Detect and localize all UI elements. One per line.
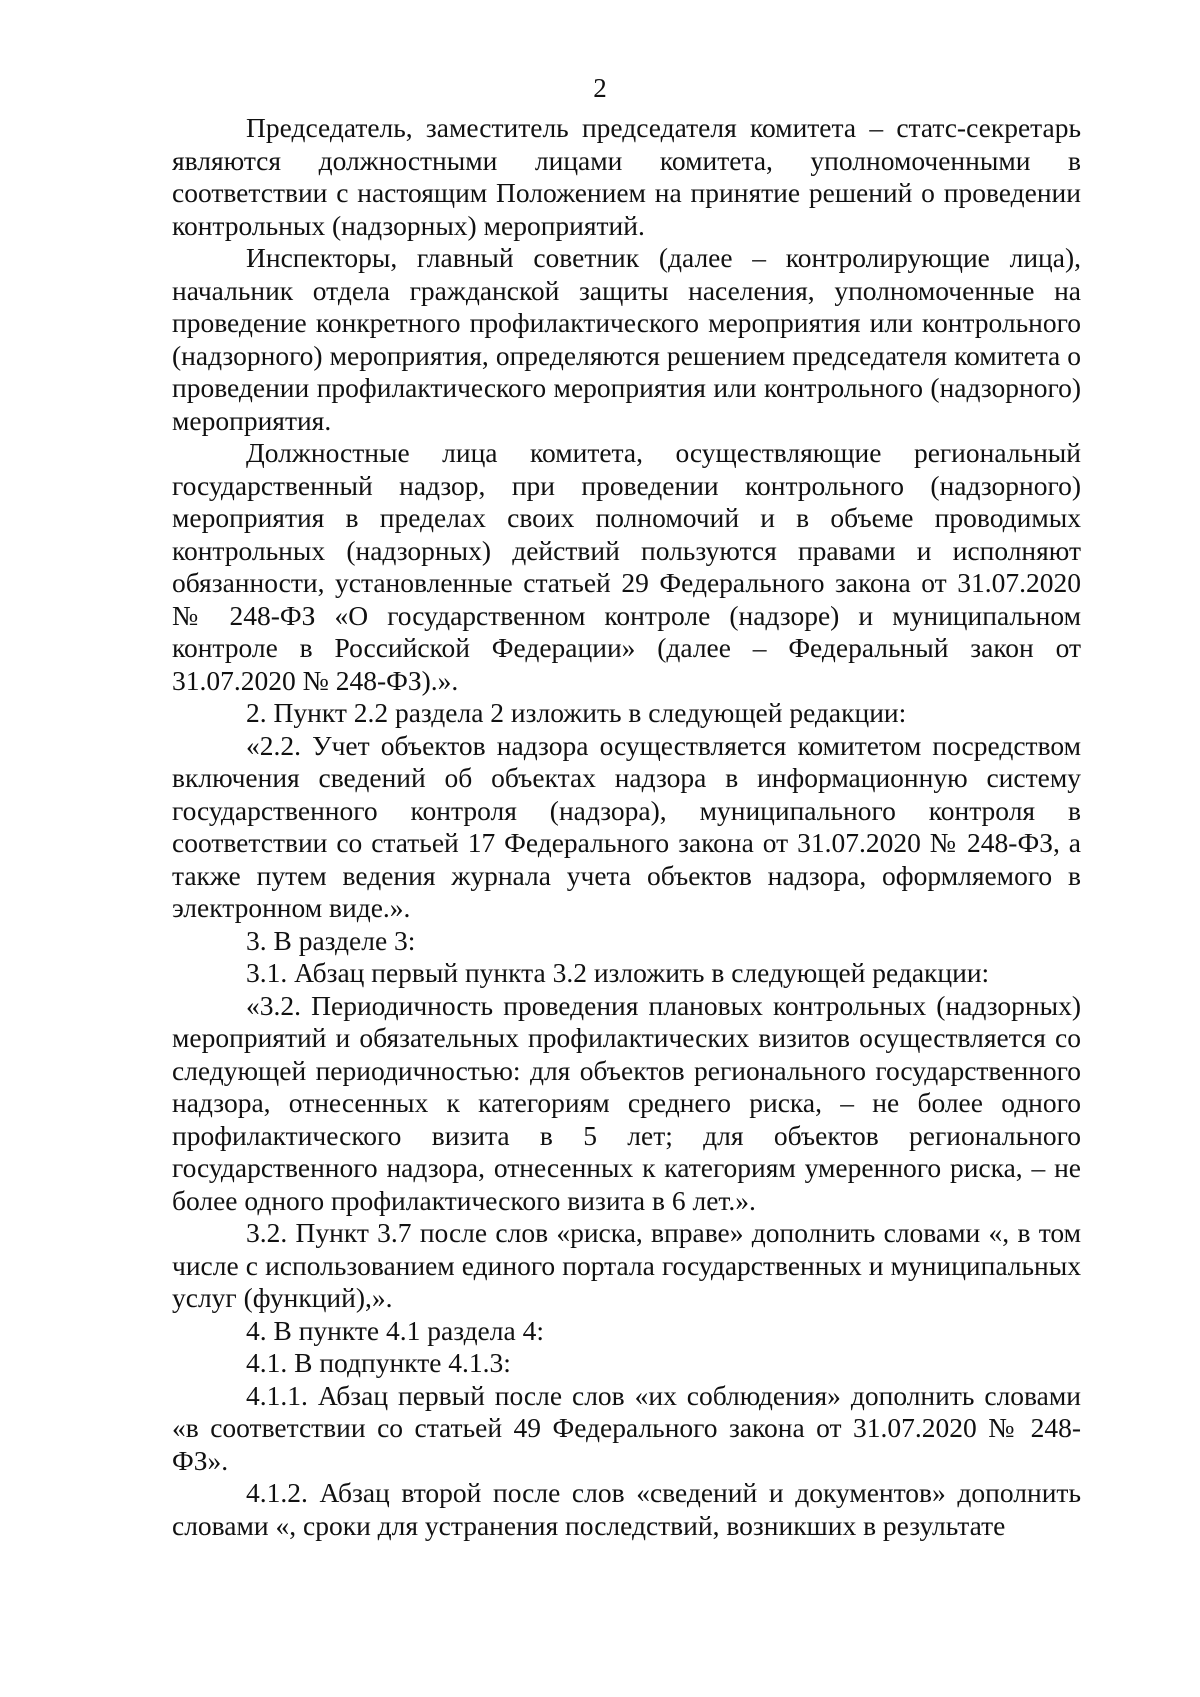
paragraph-item-3: 3. В разделе 3: <box>246 924 416 956</box>
paragraph-item-4: 4. В пункте 4.1 раздела 4: <box>246 1314 544 1346</box>
paragraph-inspectors: Инспекторы, главный советник (далее – контролирующие лица), начальник отдела гражданской защиты населения, уполномоченные на проведение конкретного профилактического мероприятия или контрольного (надзорного) мероприятия, определяются решением председателя комитета о проведении профилактического мероприятия или контрольного (надзорного) мероприятия. <box>172 242 1081 436</box>
paragraph-item-3-1: 3.1. Абзац первый пункта 3.2 изложить в следующей редакции: <box>246 957 990 988</box>
paragraph-item-3-2: 3.2. Пункт 3.7 после слов «риска, вправе» дополнить словами «, в том числе с использованием единого портала государственных и муниципальных услуг (функций),». <box>172 1217 1081 1313</box>
paragraph-clause-2-2: «2.2. Учет объектов надзора осуществляется комитетом посредством включения сведений об объектах надзора в информационную систему государственного контроля (надзора), муниципального контроля в соответствии со статьей 17 Федерального закона от 31.07.2020 № 248-ФЗ, а также путем ведения журнала учета объектов надзора, оформляемого в электронном виде.». <box>172 729 1081 923</box>
document-body <box>172 112 1081 1542</box>
page-number: 2 <box>593 73 607 103</box>
paragraph-clause-3-2: «3.2. Периодичность проведения плановых контрольных (надзорных) мероприятий и обязательных профилактических визитов осуществляется со следующей периодичностью: для объектов регионального государственного надзора, отнесенных к категориям среднего риска, – не более одного профилактического визита в 5 лет; для объектов регионального государственного надзора, отнесенных к категориям умеренного риска, – не более одного профилактического визита в 6 лет.». <box>172 989 1081 1216</box>
paragraph-item-2: 2. Пункт 2.2 раздела 2 изложить в следующей редакции: <box>246 697 907 728</box>
paragraph-item-4-1-2: 4.1.2. Абзац второй после слов «сведений и документов» дополнить словами «, сроки для устранения последствий, возникших в результате <box>172 1477 1081 1541</box>
paragraph-officials: Председатель, заместитель председателя комитета – статс-секретарь являются должностными лицами комитета, уполномоченными в соответствии с настоящим Положением на принятие решений о проведении контрольных (надзорных) мероприятий. <box>172 112 1081 241</box>
paragraph-rights-duties: Должностные лица комитета, осуществляющие региональный государственный надзор, при проведении контрольного (надзорного) мероприятия в пределах своих полномочий и в объеме проводимых контрольных (надзорных) действий пользуются правами и исполняют обязанности, установленные статьей 29 Федерального закона от 31.07.2020 № 248-ФЗ «О государственном контроле (надзоре) и муниципальном контроле в Российской Федерации» (далее – Федеральный закон от 31.07.2020 № 248-ФЗ).». <box>172 437 1081 696</box>
paragraph-item-4-1: 4.1. В подпункте 4.1.3: <box>246 1347 511 1378</box>
paragraph-item-4-1-1: 4.1.1. Абзац первый после слов «их соблюдения» дополнить словами «в соответствии со статьей 49 Федерального закона от 31.07.2020 № 248-ФЗ». <box>172 1379 1081 1476</box>
